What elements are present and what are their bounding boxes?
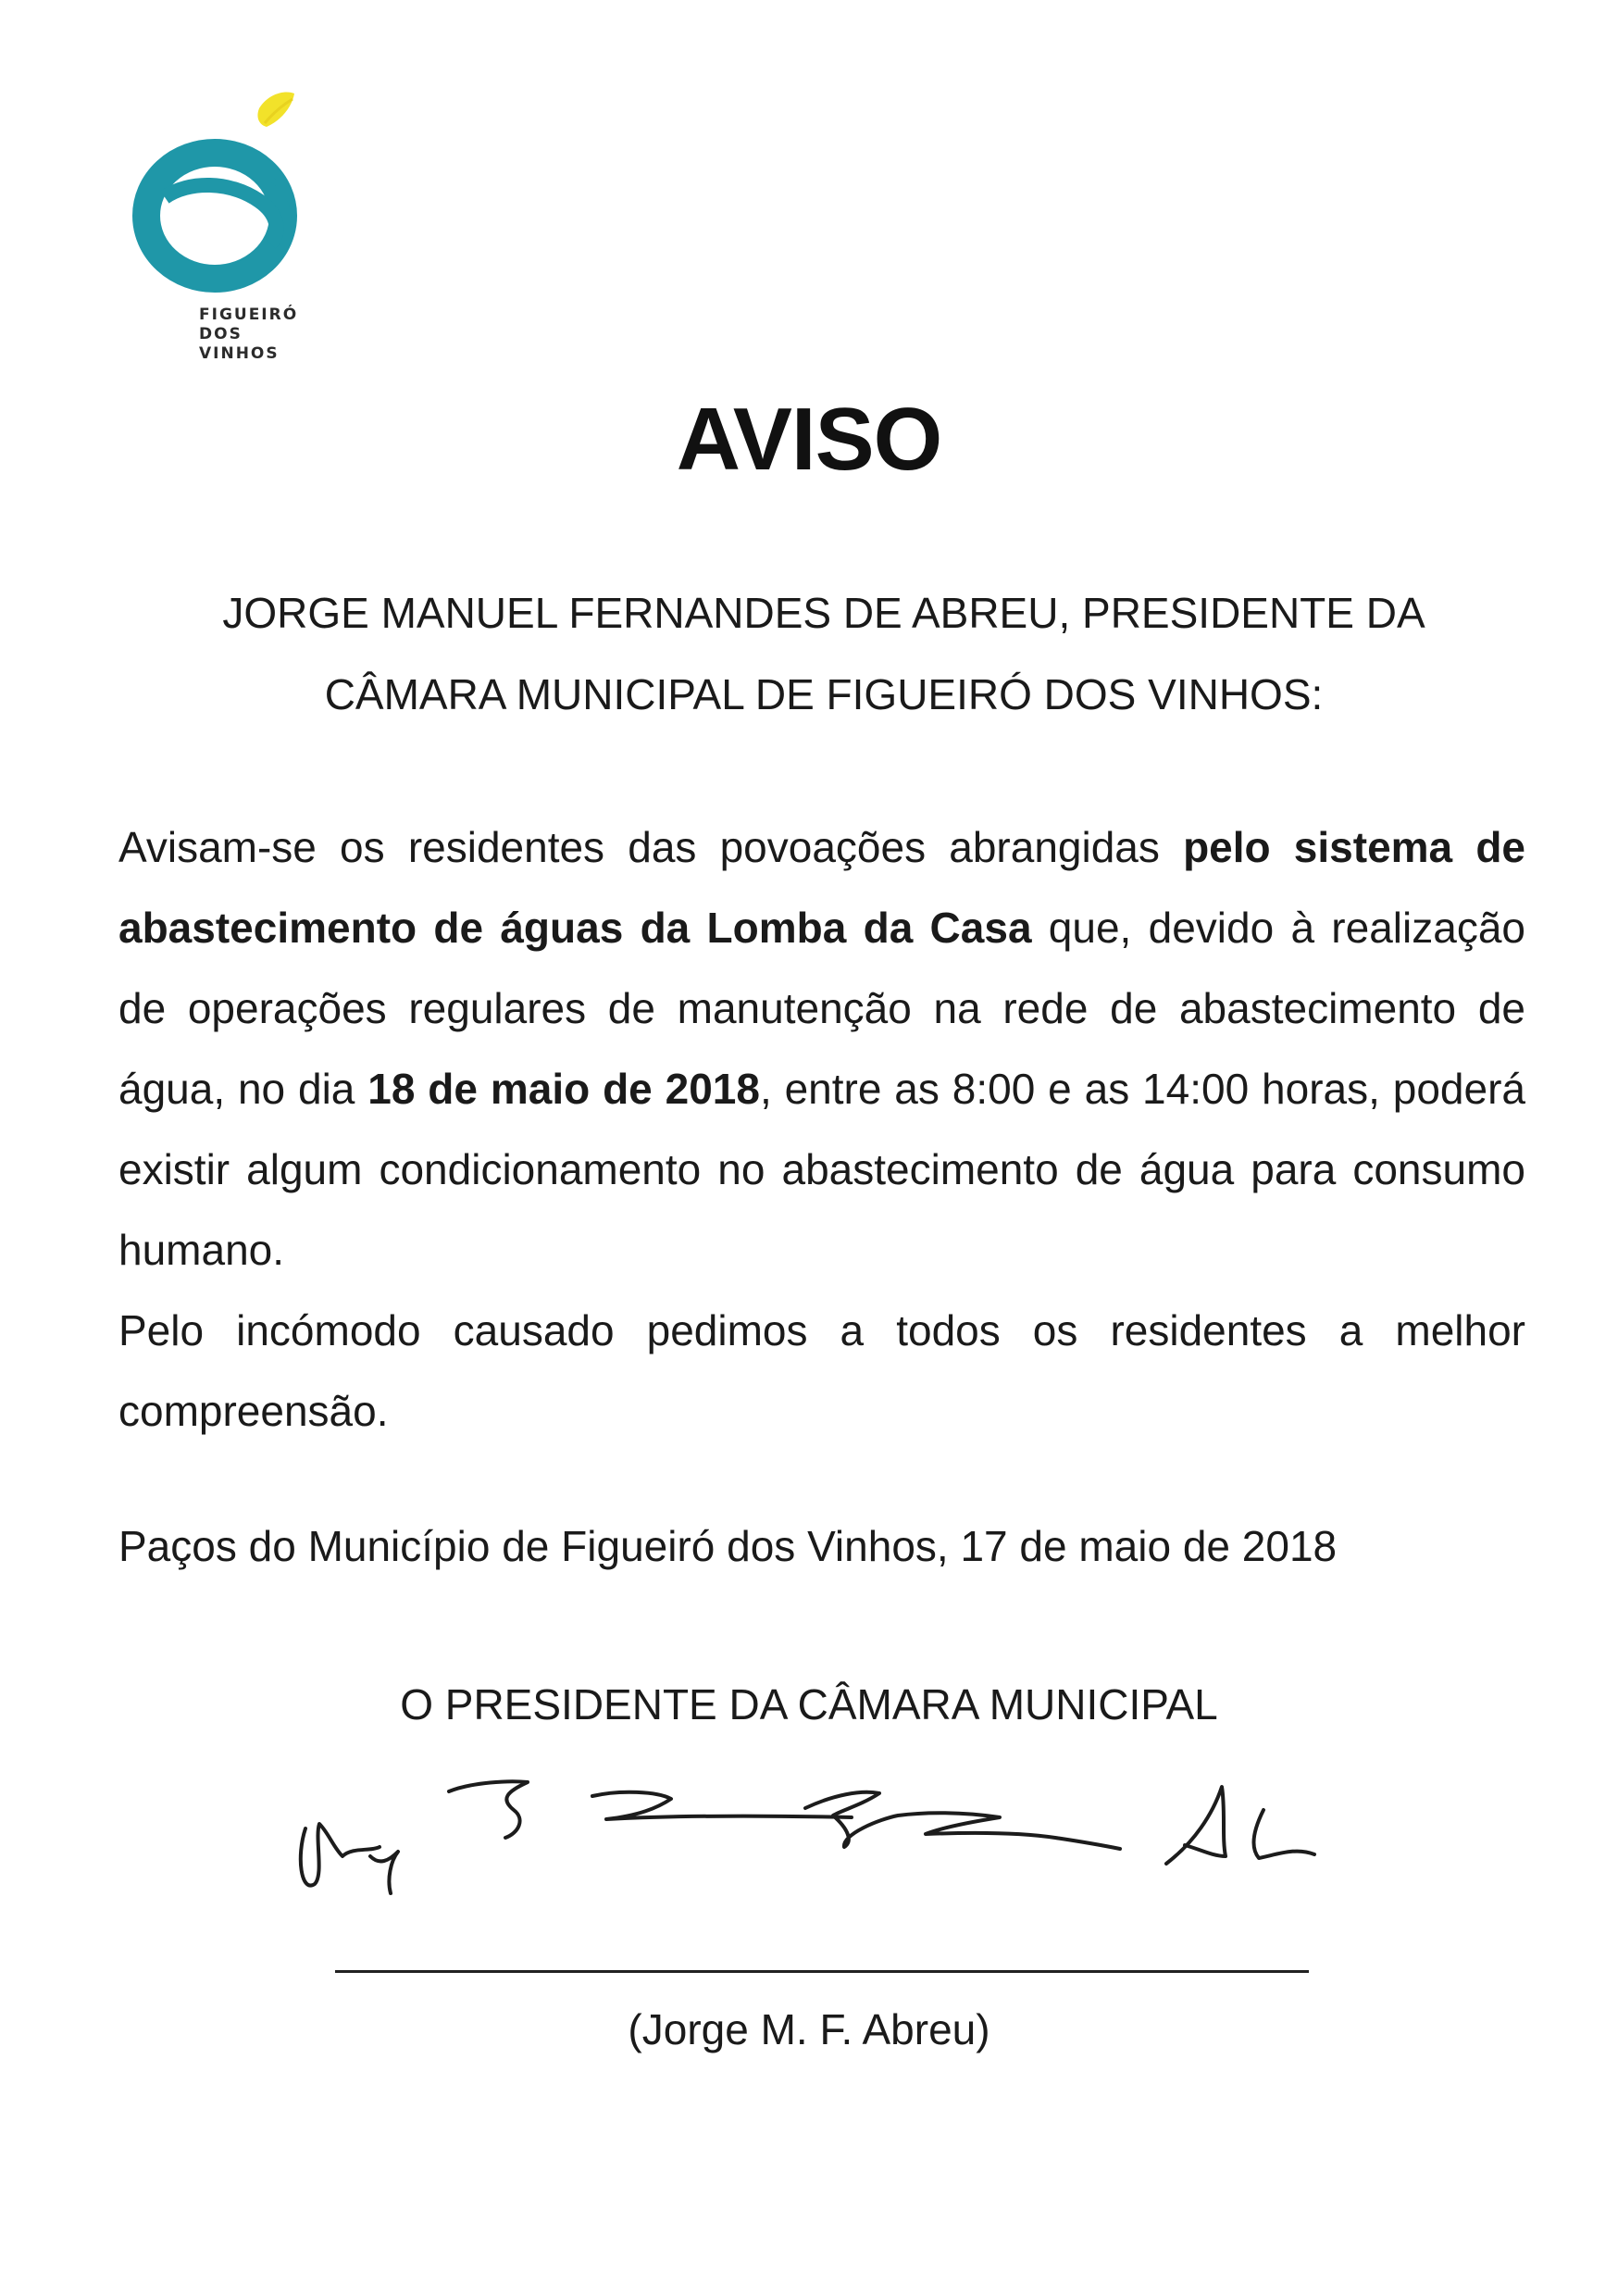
municipality-logo bbox=[120, 88, 333, 403]
notice-body bbox=[118, 807, 1525, 1452]
signer-name: (Jorge M. F. Abreu) bbox=[628, 2005, 990, 2053]
system-name: pelo sistema de abastecimento de águas da Lomba da Casa bbox=[118, 823, 1525, 952]
notice-paragraph-2: Pelo incómodo causado pedimos a todos os residentes a melhor compreensão. bbox=[118, 1306, 1525, 1435]
heading-line-1: JORGE MANUEL FERNANDES DE ABREU, PRESIDENTE DA bbox=[222, 589, 1425, 637]
notice-paragraph-1: Avisam-se os residentes das povoações abrangidas pelo sistema de abastecimento de águas da Lomba da Casa que, devido à realização de operações regulares de manutenção na rede de abastecimento de água, no dia 18 de maio de 2018, entre as 8:00 e as 14:00 horas, poderá existir algum condicionamento no abastecimento de água para consumo humano. bbox=[118, 823, 1525, 1274]
place-and-date: Paços do Município de Figueiró dos Vinhos, 17 de maio de 2018 bbox=[118, 1522, 1338, 1570]
heading-line-2: CÂMARA MUNICIPAL DE FIGUEIRÓ DOS VINHOS: bbox=[324, 670, 1324, 718]
notice-date: 18 de maio de 2018 bbox=[367, 1065, 760, 1113]
logo-emblem-icon bbox=[120, 88, 333, 310]
handwritten-signature bbox=[287, 1754, 1351, 1940]
signatory-role: O PRESIDENTE DA CÂMARA MUNICIPAL bbox=[400, 1680, 1218, 1728]
signature-line bbox=[335, 1970, 1309, 1973]
logo-wordmark: FIGUEIRÓ DOS VINHOS bbox=[199, 306, 299, 363]
notice-heading bbox=[120, 572, 1527, 735]
notice-title: AVISO bbox=[676, 390, 942, 489]
